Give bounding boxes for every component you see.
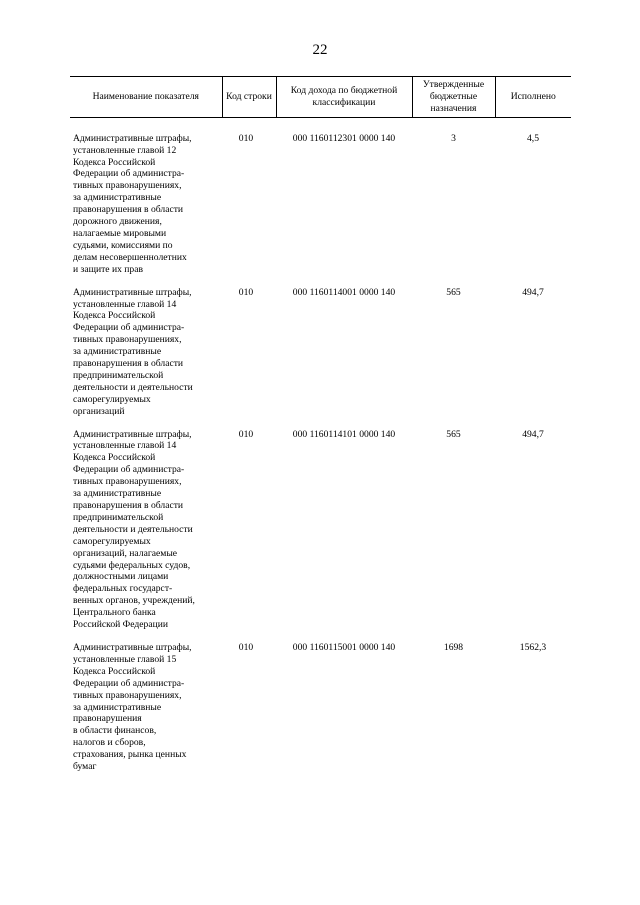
name-line: федеральных государст- <box>73 583 173 595</box>
row-approved: 1698 <box>443 641 464 653</box>
name-line: предпринимательской <box>73 369 164 381</box>
name-line: дорожного движения, <box>73 216 162 228</box>
row-name <box>70 631 222 773</box>
row-approved: 565 <box>446 428 461 440</box>
header-line-code: Код строки <box>222 77 276 118</box>
row-line-code: 010 <box>238 641 254 653</box>
row-line-code: 010 <box>238 428 254 440</box>
name-line: судьями федеральных судов, <box>73 559 191 571</box>
row-executed: 494,7 <box>522 286 544 298</box>
name-line: тивных правонарушениях, <box>73 180 182 192</box>
name-line: Кодекса Российской <box>73 452 156 464</box>
table-row <box>70 631 571 773</box>
name-line: Федерации об администра- <box>73 168 185 180</box>
row-income-code: 000 1160115001 0000 140 <box>292 641 396 653</box>
table-row <box>70 117 571 275</box>
row-name <box>70 117 222 275</box>
row-approved: 565 <box>446 286 461 298</box>
name-line: саморегулируемых <box>73 393 151 405</box>
name-line: правонарушения в области <box>73 358 184 370</box>
row-income-code: 000 1160114101 0000 140 <box>292 428 396 440</box>
name-line: правонарушения в области <box>73 204 184 216</box>
name-line: установленные главой 15 <box>73 653 177 665</box>
name-line: и защите их прав <box>73 263 143 275</box>
header-approved: Утвержденные бюджетные назначения <box>412 77 495 118</box>
name-line: венных органов, учреждений, <box>73 595 195 607</box>
row-line-code: 010 <box>238 132 254 144</box>
name-line: Административные штрафы, <box>73 286 192 298</box>
header-name: Наименование показателя <box>70 77 222 118</box>
table-body <box>70 117 571 773</box>
name-line: страхования, рынка ценных <box>73 749 187 761</box>
name-line: налогов и сборов, <box>73 737 146 749</box>
row-approved: 3 <box>451 132 456 144</box>
name-line: за административные <box>73 192 162 204</box>
row-line-code: 010 <box>238 286 254 298</box>
name-line: тивных правонарушениях, <box>73 689 182 701</box>
name-line: организаций, налагаемые <box>73 547 178 559</box>
row-executed: 1562,3 <box>519 641 547 653</box>
header-income-code: Код дохода по бюджетной классификации <box>276 77 412 118</box>
name-line: тивных правонарушениях, <box>73 476 182 488</box>
name-line: предпринимательской <box>73 511 164 523</box>
table-header-row <box>70 77 571 118</box>
name-line: Кодекса Российской <box>73 310 156 322</box>
name-line: Центрального банка <box>73 607 156 619</box>
name-line: Российской Федерации <box>73 619 168 631</box>
page-number: 22 <box>312 42 328 58</box>
name-line: Административные штрафы, <box>73 428 192 440</box>
name-line: бумаг <box>73 761 97 773</box>
name-line: Административные штрафы, <box>73 132 192 144</box>
name-line: Административные штрафы, <box>73 641 192 653</box>
row-income-code: 000 1160112301 0000 140 <box>292 132 396 144</box>
name-line: судьями, комиссиями по <box>73 239 173 251</box>
name-line: в области финансов, <box>73 725 157 737</box>
name-line: Федерации об администра- <box>73 464 185 476</box>
name-line: установленные главой 12 <box>73 144 177 156</box>
name-line: за административные <box>73 701 162 713</box>
header-executed: Исполнено <box>495 77 571 118</box>
table-row <box>70 276 571 418</box>
name-line: правонарушения в области <box>73 500 184 511</box>
name-line: Кодекса Российской <box>73 156 156 168</box>
budget-income-table <box>70 76 571 773</box>
name-line: правонарушения <box>73 713 142 725</box>
name-line: тивных правонарушениях, <box>73 334 182 346</box>
name-line: делам несовершеннолетних <box>73 251 187 263</box>
name-line: деятельности и деятельности <box>73 523 193 535</box>
name-line: установленные главой 14 <box>73 440 177 452</box>
row-executed: 494,7 <box>522 428 544 440</box>
name-line: деятельности и деятельности <box>73 381 193 393</box>
name-line: должностными лицами <box>73 571 169 583</box>
name-line: за административные <box>73 488 162 500</box>
name-line: установленные главой 14 <box>73 298 177 310</box>
name-line: за административные <box>73 346 162 358</box>
row-name <box>70 418 222 631</box>
name-line: Кодекса Российской <box>73 665 156 677</box>
name-line: Федерации об администра- <box>73 322 185 334</box>
name-line: саморегулируемых <box>73 535 151 547</box>
row-income-code: 000 1160114001 0000 140 <box>292 286 396 298</box>
name-line: организаций <box>73 405 125 417</box>
name-line: Федерации об администра- <box>73 677 185 689</box>
name-line: налагаемые мировыми <box>73 227 167 239</box>
table-row <box>70 418 571 631</box>
row-name <box>70 276 222 418</box>
row-executed: 4,5 <box>527 132 539 144</box>
